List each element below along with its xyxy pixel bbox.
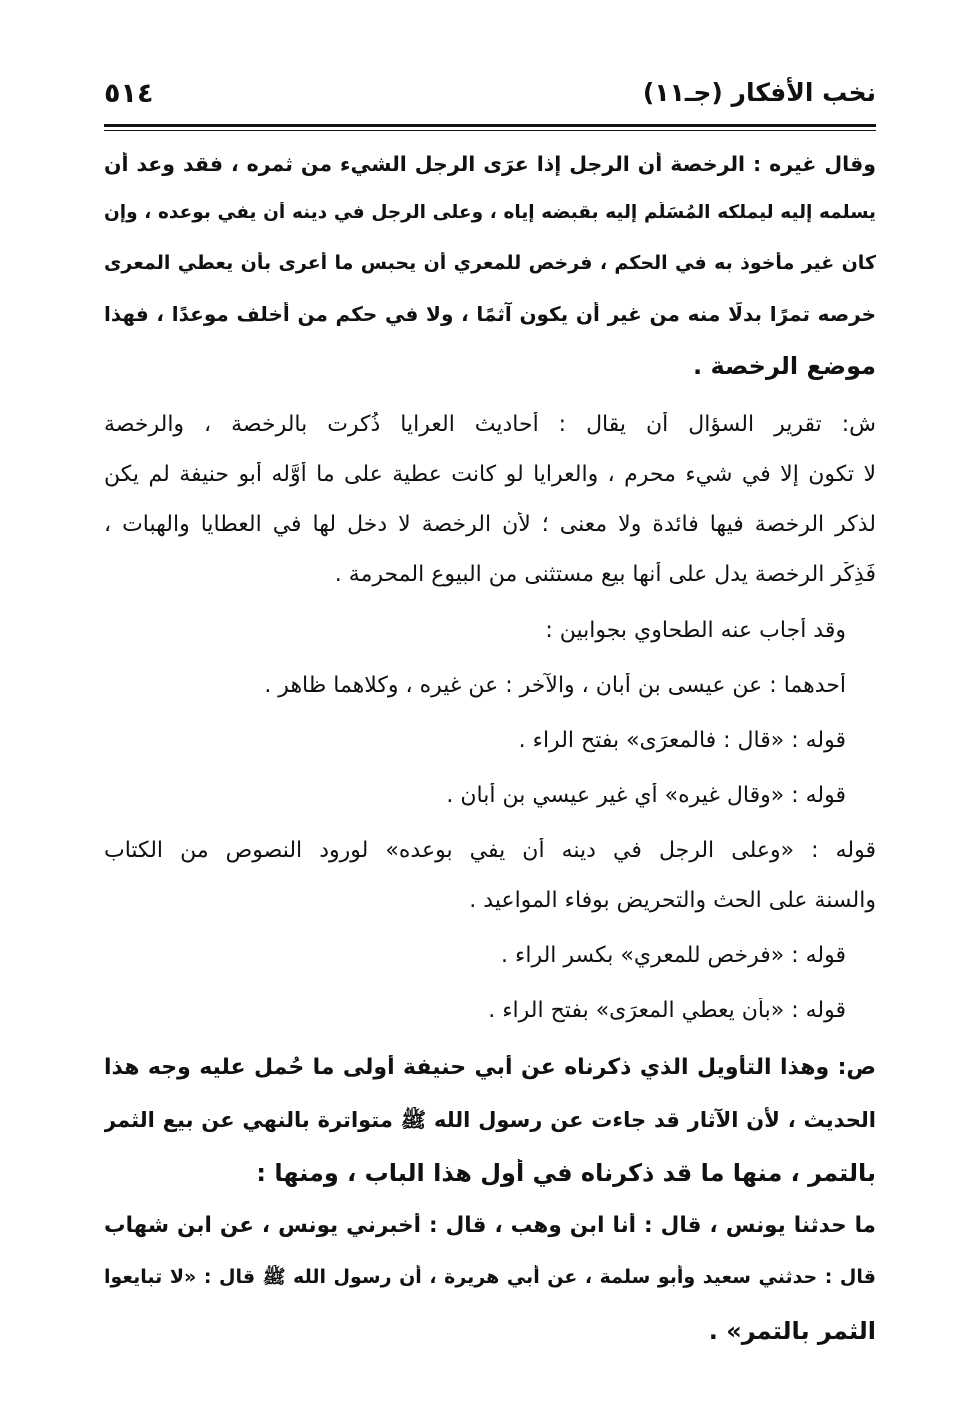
text-line: قوله : «وعلى الرجل في دينه أن يفي بوعده» لورود النصوص من الكتاب — [104, 838, 876, 863]
text-line: قوله : «فرخص للمعري» بكسر الراء . — [501, 943, 846, 968]
text-line: قوله : «وقال غيره» أي غير عيسي بن أبان . — [446, 783, 846, 808]
text-line: خرصه تمرًا بدلًا منه من غير أن يكون آثمًا ، ولا في حكم من أخلف موعدًا ، فهذا — [104, 302, 876, 326]
page-header — [104, 78, 876, 118]
text-line: موضع الرخصة . — [693, 352, 876, 380]
text-line: ص: وهذا التأويل الذي ذكرناه عن أبي حنيفة أولى ما حُمل عليه وجه هذا — [104, 1055, 876, 1080]
text-line: لذكر الرخصة فيها فائدة ولا معنى ؛ لأن الرخصة لا دخل لها في العطايا والهبات ، — [104, 512, 876, 537]
text-line: قوله : «بأن يعطي المعرَى» بفتح الراء . — [488, 998, 846, 1023]
text-line: يسلمه إليه ليملكه المُسَلَّم إليه بقبضه إياه ، وعلى الرجل في دينه أن يفي بوعده ، وإن — [104, 202, 876, 223]
running-title: نخب الأفكار (جـ١١) — [642, 78, 876, 107]
page-number: ٥١٤ — [104, 78, 154, 109]
header-rule-thin — [104, 130, 876, 131]
text-line: الحديث ، لأن الآثار قد جاءت عن رسول الله ﷺ متواترة بالنهي عن بيع الثمر — [104, 1108, 876, 1132]
text-line: كان غير مأخوذ به في الحكم ، فرخص للمعرِي أن يحبس ما أعرى بأن يعطي المعرى — [104, 252, 876, 274]
text-line: فَذِكْر الرخصة يدل على أنها بيع مستثنى من البيوع المحرمة . — [334, 562, 876, 587]
header-rule — [104, 124, 876, 127]
text-line: قوله : «قال : فالمعرَى» بفتح الراء . — [518, 728, 846, 753]
text-line: بالتمر ، منها ما قد ذكرناه في أول هذا الباب ، ومنها : — [256, 1159, 876, 1187]
text-line: الثمر بالتمر» . — [708, 1317, 876, 1345]
text-line: والسنة على الحث والتحريض بوفاء المواعيد . — [469, 888, 876, 913]
text-line: لا تكون إلا في شيء محرم ، والعرايا لو كانت عطية على ما أَوَّله أبو حنيفة لم يكن — [104, 462, 876, 487]
text-line: ش: تقرير السؤال أن يقال : أحاديث العرايا ذُكرت بالرخصة ، والرخصة — [104, 412, 876, 437]
text-line: ما حدثنا يونس ، قال : أنا ابن وهب ، قال : أخبرني يونس ، عن ابن شهاب — [104, 1213, 876, 1238]
text-line: وقد أجاب عنه الطحاوي بجوابين : — [545, 618, 846, 643]
text-line: قال : حدثني سعيد وأبو سلمة ، عن أبي هريرة ، أن رسول الله ﷺ قال : «لا تبايعوا — [104, 1266, 876, 1288]
text-line: وقال غيره : الرخصة أن الرجل إذا عرَى الرجل الشيء من ثمره ، فقد وعد أن — [104, 152, 876, 176]
text-line: أحدهما : عن عيسى بن أبان ، والآخر : عن غيره ، وكلاهما ظاهر . — [264, 673, 846, 698]
